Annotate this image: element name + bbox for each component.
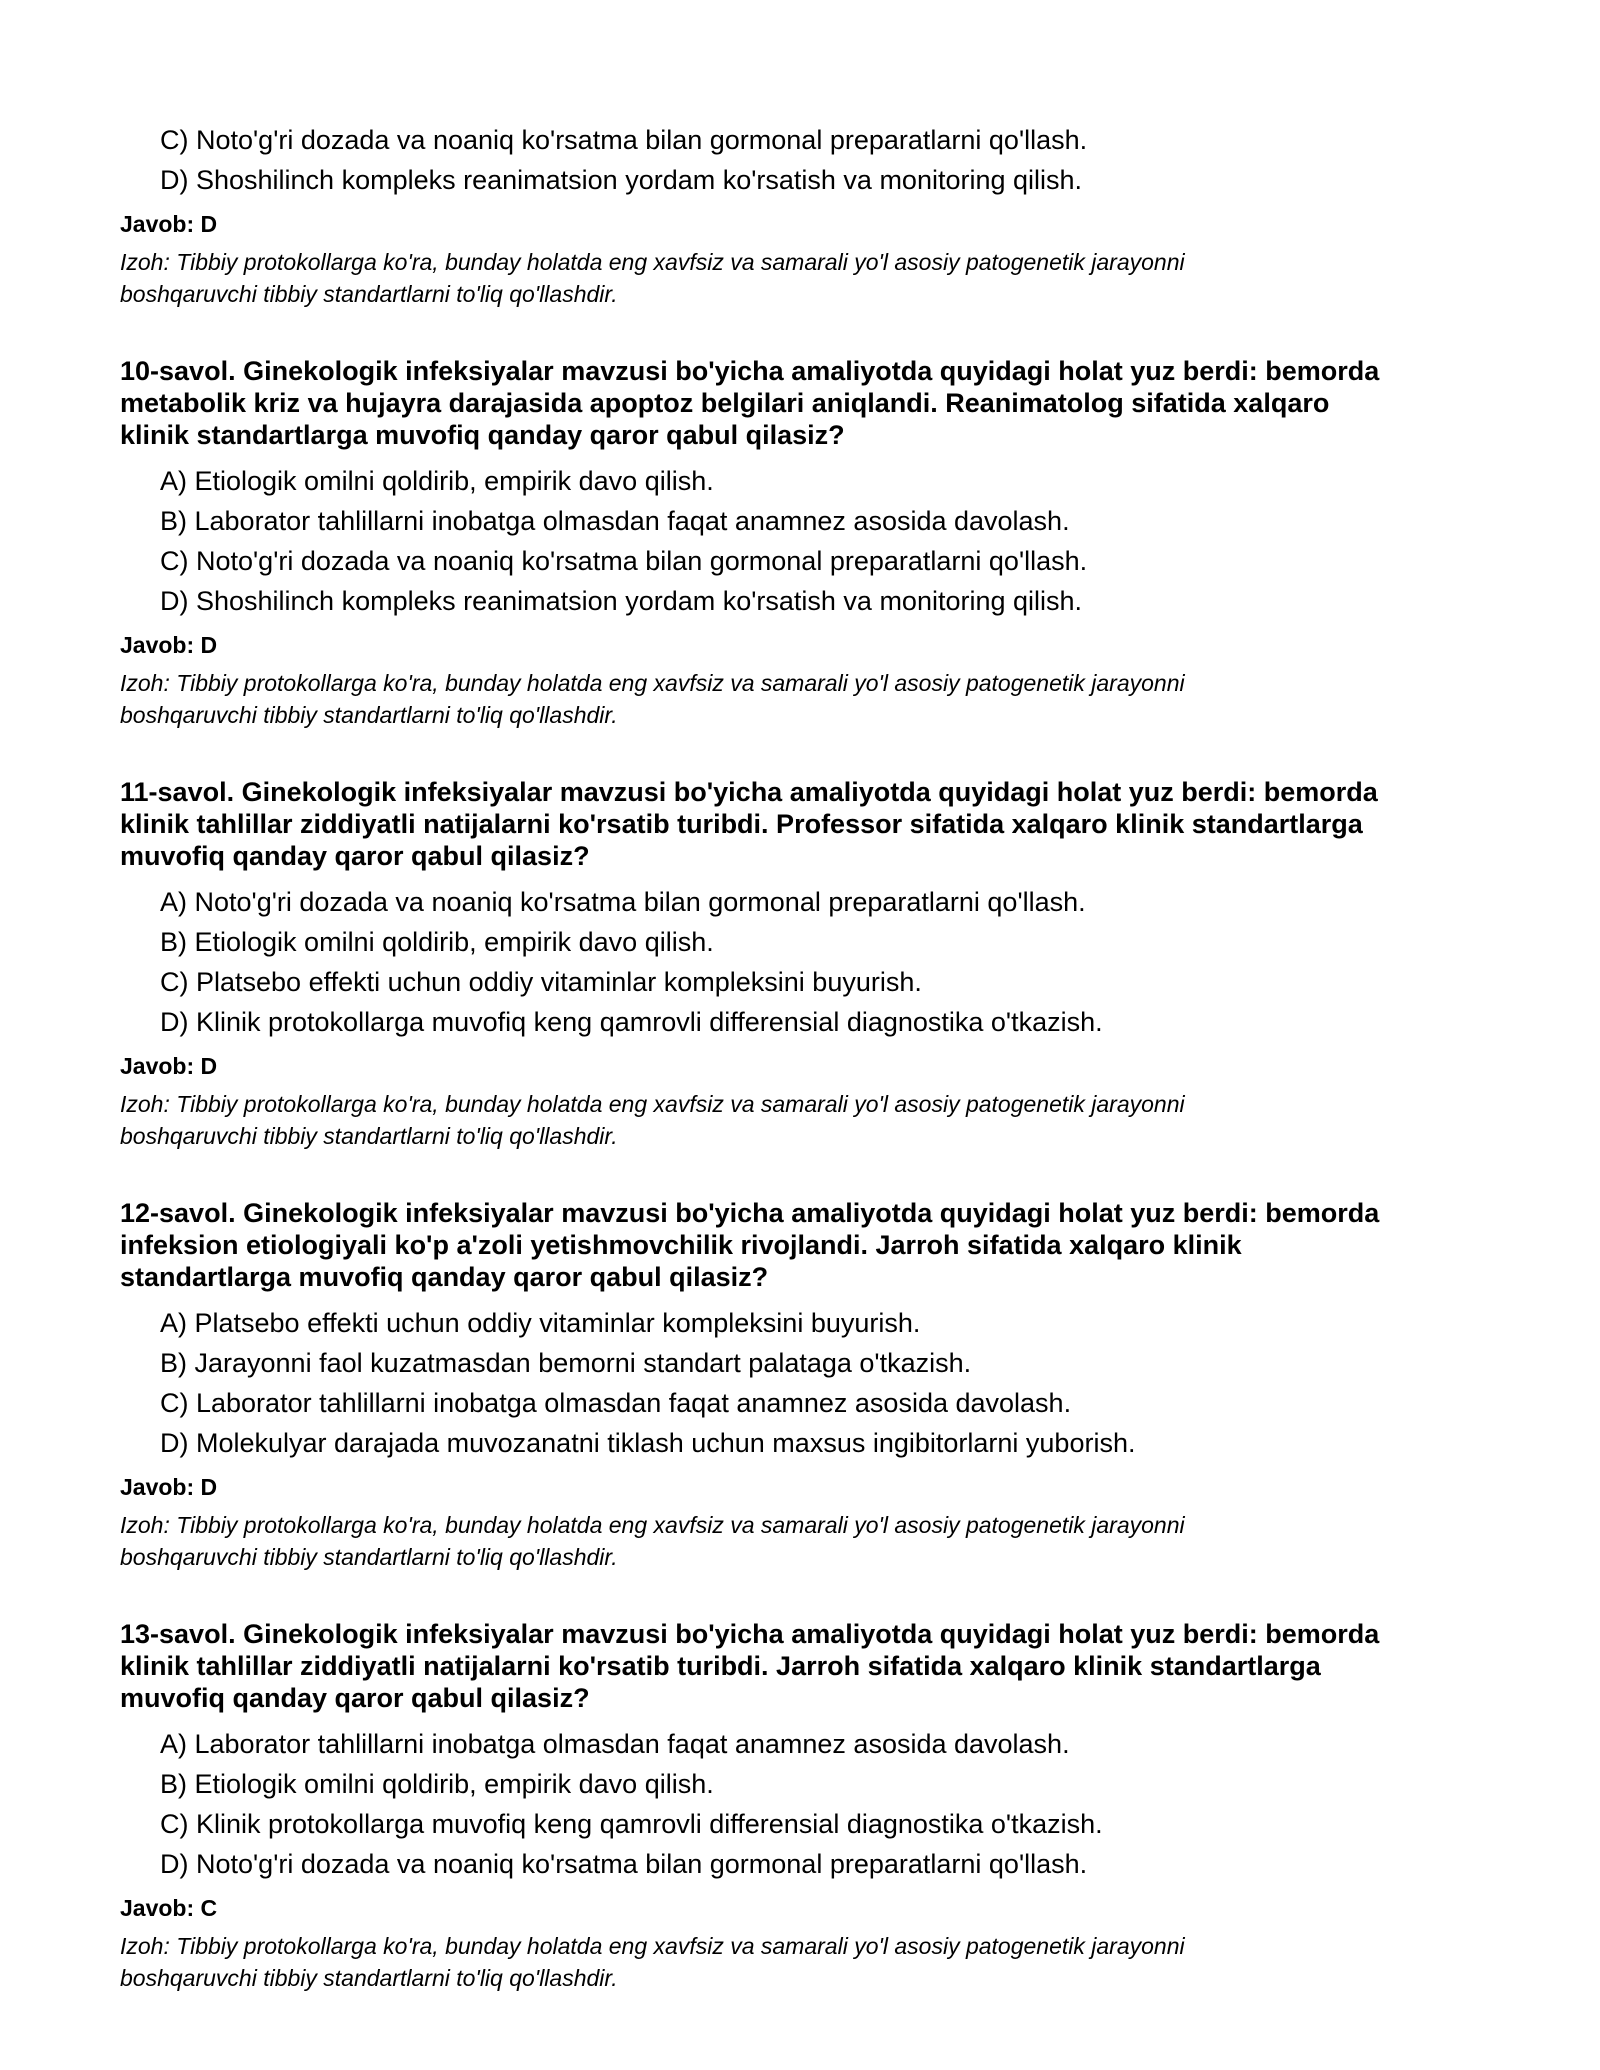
explanation-note	[120, 1509, 1480, 1573]
question-title-line: 12-savol. Ginekologik infeksiyalar mavzusi bo'yicha amaliyotda quyidagi holat yuz berdi: bemorda	[120, 1198, 1380, 1228]
option-a: A) Noto'g'ri dozada va noaniq ko'rsatma bilan gormonal preparatlarni qo'llash.	[160, 887, 1086, 917]
note-line: Izoh: Tibbiy protokollarga ko'ra, bunday holatda eng xavfsiz va samarali yo'l asosiy patogenetik jarayonni	[120, 1091, 1185, 1117]
option-a: A) Laborator tahlillarni inobatga olmasdan faqat anamnez asosida davolash.	[160, 1729, 1070, 1759]
option-c: C) Noto'g'ri dozada va noaniq ko'rsatma bilan gormonal preparatlarni qo'llash.	[160, 546, 1088, 576]
question-title-line: 11-savol. Ginekologik infeksiyalar mavzusi bo'yicha amaliyotda quyidagi holat yuz berdi: bemorda	[120, 777, 1378, 807]
option-d: D) Molekulyar darajada muvozanatni tiklash uchun maxsus ingibitorlarni yuborish.	[160, 1428, 1136, 1458]
answer-label: Javob: D	[120, 211, 218, 237]
answer-label: Javob: D	[120, 1053, 218, 1079]
question-title-line: standartlarga muvofiq qanday qaror qabul qilasiz?	[120, 1262, 769, 1292]
note-line: Izoh: Tibbiy protokollarga ko'ra, bunday holatda eng xavfsiz va samarali yo'l asosiy patogenetik jarayonni	[120, 1512, 1185, 1538]
question-title-line: muvofiq qanday qaror qabul qilasiz?	[120, 1683, 590, 1713]
note-line: Izoh: Tibbiy protokollarga ko'ra, bunday holatda eng xavfsiz va samarali yo'l asosiy patogenetik jarayonni	[120, 1933, 1185, 1959]
option-c: C) Noto'g'ri dozada va noaniq ko'rsatma bilan gormonal preparatlarni qo'llash.	[160, 125, 1088, 155]
note-line: Izoh: Tibbiy protokollarga ko'ra, bunday holatda eng xavfsiz va samarali yo'l asosiy patogenetik jarayonni	[120, 670, 1185, 696]
question-title-line: infeksion etiologiyali ko'p a'zoli yetishmovchilik rivojlandi. Jarroh sifatida xalqaro klinik	[120, 1230, 1242, 1260]
option-a: A) Etiologik omilni qoldirib, empirik davo qilish.	[160, 466, 714, 496]
answer-label: Javob: D	[120, 632, 218, 658]
question-title-line: klinik tahlillar ziddiyatli natijalarni ko'rsatib turibdi. Professor sifatida xalqaro klinik standartlarga	[120, 809, 1363, 839]
option-c: C) Klinik protokollarga muvofiq keng qamrovli differensial diagnostika o'tkazish.	[160, 1809, 1103, 1839]
question-title	[120, 776, 1480, 872]
question-11	[120, 776, 1480, 1152]
option-c: C) Laborator tahlillarni inobatga olmasdan faqat anamnez asosida davolash.	[160, 1388, 1072, 1418]
option-b: B) Jarayonni faol kuzatmasdan bemorni standart palataga o'tkazish.	[160, 1348, 972, 1378]
question-10	[120, 355, 1480, 731]
option-d: D) Klinik protokollarga muvofiq keng qamrovli differensial diagnostika o'tkazish.	[160, 1007, 1103, 1037]
question-title-line: 10-savol. Ginekologik infeksiyalar mavzusi bo'yicha amaliyotda quyidagi holat yuz berdi: bemorda	[120, 356, 1380, 386]
explanation-note	[120, 667, 1480, 731]
explanation-note	[120, 1930, 1480, 1994]
question-title-line: muvofiq qanday qaror qabul qilasiz?	[120, 841, 590, 871]
note-line: boshqaruvchi tibbiy standartlarni to'liq qo'llashdir.	[120, 1544, 618, 1570]
option-d: D) Shoshilinch kompleks reanimatsion yordam ko'rsatish va monitoring qilish.	[160, 586, 1083, 616]
question-title	[120, 1197, 1480, 1293]
document-page	[120, 120, 1480, 1994]
note-line: Izoh: Tibbiy protokollarga ko'ra, bunday holatda eng xavfsiz va samarali yo'l asosiy patogenetik jarayonni	[120, 249, 1185, 275]
answer-label: Javob: C	[120, 1895, 218, 1921]
note-line: boshqaruvchi tibbiy standartlarni to'liq qo'llashdir.	[120, 702, 618, 728]
note-line: boshqaruvchi tibbiy standartlarni to'liq qo'llashdir.	[120, 1123, 618, 1149]
option-b: B) Laborator tahlillarni inobatga olmasdan faqat anamnez asosida davolash.	[160, 506, 1070, 536]
option-d: D) Shoshilinch kompleks reanimatsion yordam ko'rsatish va monitoring qilish.	[160, 165, 1083, 195]
question-title	[120, 1618, 1480, 1714]
question-title-line: metabolik kriz va hujayra darajasida apoptoz belgilari aniqlandi. Reanimatolog sifatida xalqaro	[120, 388, 1330, 418]
note-line: boshqaruvchi tibbiy standartlarni to'liq qo'llashdir.	[120, 1965, 618, 1991]
answer-label: Javob: D	[120, 1474, 218, 1500]
question-title-line: klinik tahlillar ziddiyatli natijalarni ko'rsatib turibdi. Jarroh sifatida xalqaro klinik standartlarga	[120, 1651, 1321, 1681]
explanation-note	[120, 246, 1480, 310]
explanation-note	[120, 1088, 1480, 1152]
question-title-line: 13-savol. Ginekologik infeksiyalar mavzusi bo'yicha amaliyotda quyidagi holat yuz berdi: bemorda	[120, 1619, 1380, 1649]
option-b: B) Etiologik omilni qoldirib, empirik davo qilish.	[160, 927, 714, 957]
option-a: A) Platsebo effekti uchun oddiy vitaminlar kompleksini buyurish.	[160, 1308, 921, 1338]
question-12	[120, 1197, 1480, 1573]
option-b: B) Etiologik omilni qoldirib, empirik davo qilish.	[160, 1769, 714, 1799]
option-d: D) Noto'g'ri dozada va noaniq ko'rsatma bilan gormonal preparatlarni qo'llash.	[160, 1849, 1088, 1879]
option-c: C) Platsebo effekti uchun oddiy vitaminlar kompleksini buyurish.	[160, 967, 922, 997]
question-9-continuation	[120, 120, 1480, 310]
question-13	[120, 1618, 1480, 1994]
question-title	[120, 355, 1480, 451]
note-line: boshqaruvchi tibbiy standartlarni to'liq qo'llashdir.	[120, 281, 618, 307]
question-title-line: klinik standartlarga muvofiq qanday qaror qabul qilasiz?	[120, 420, 845, 450]
